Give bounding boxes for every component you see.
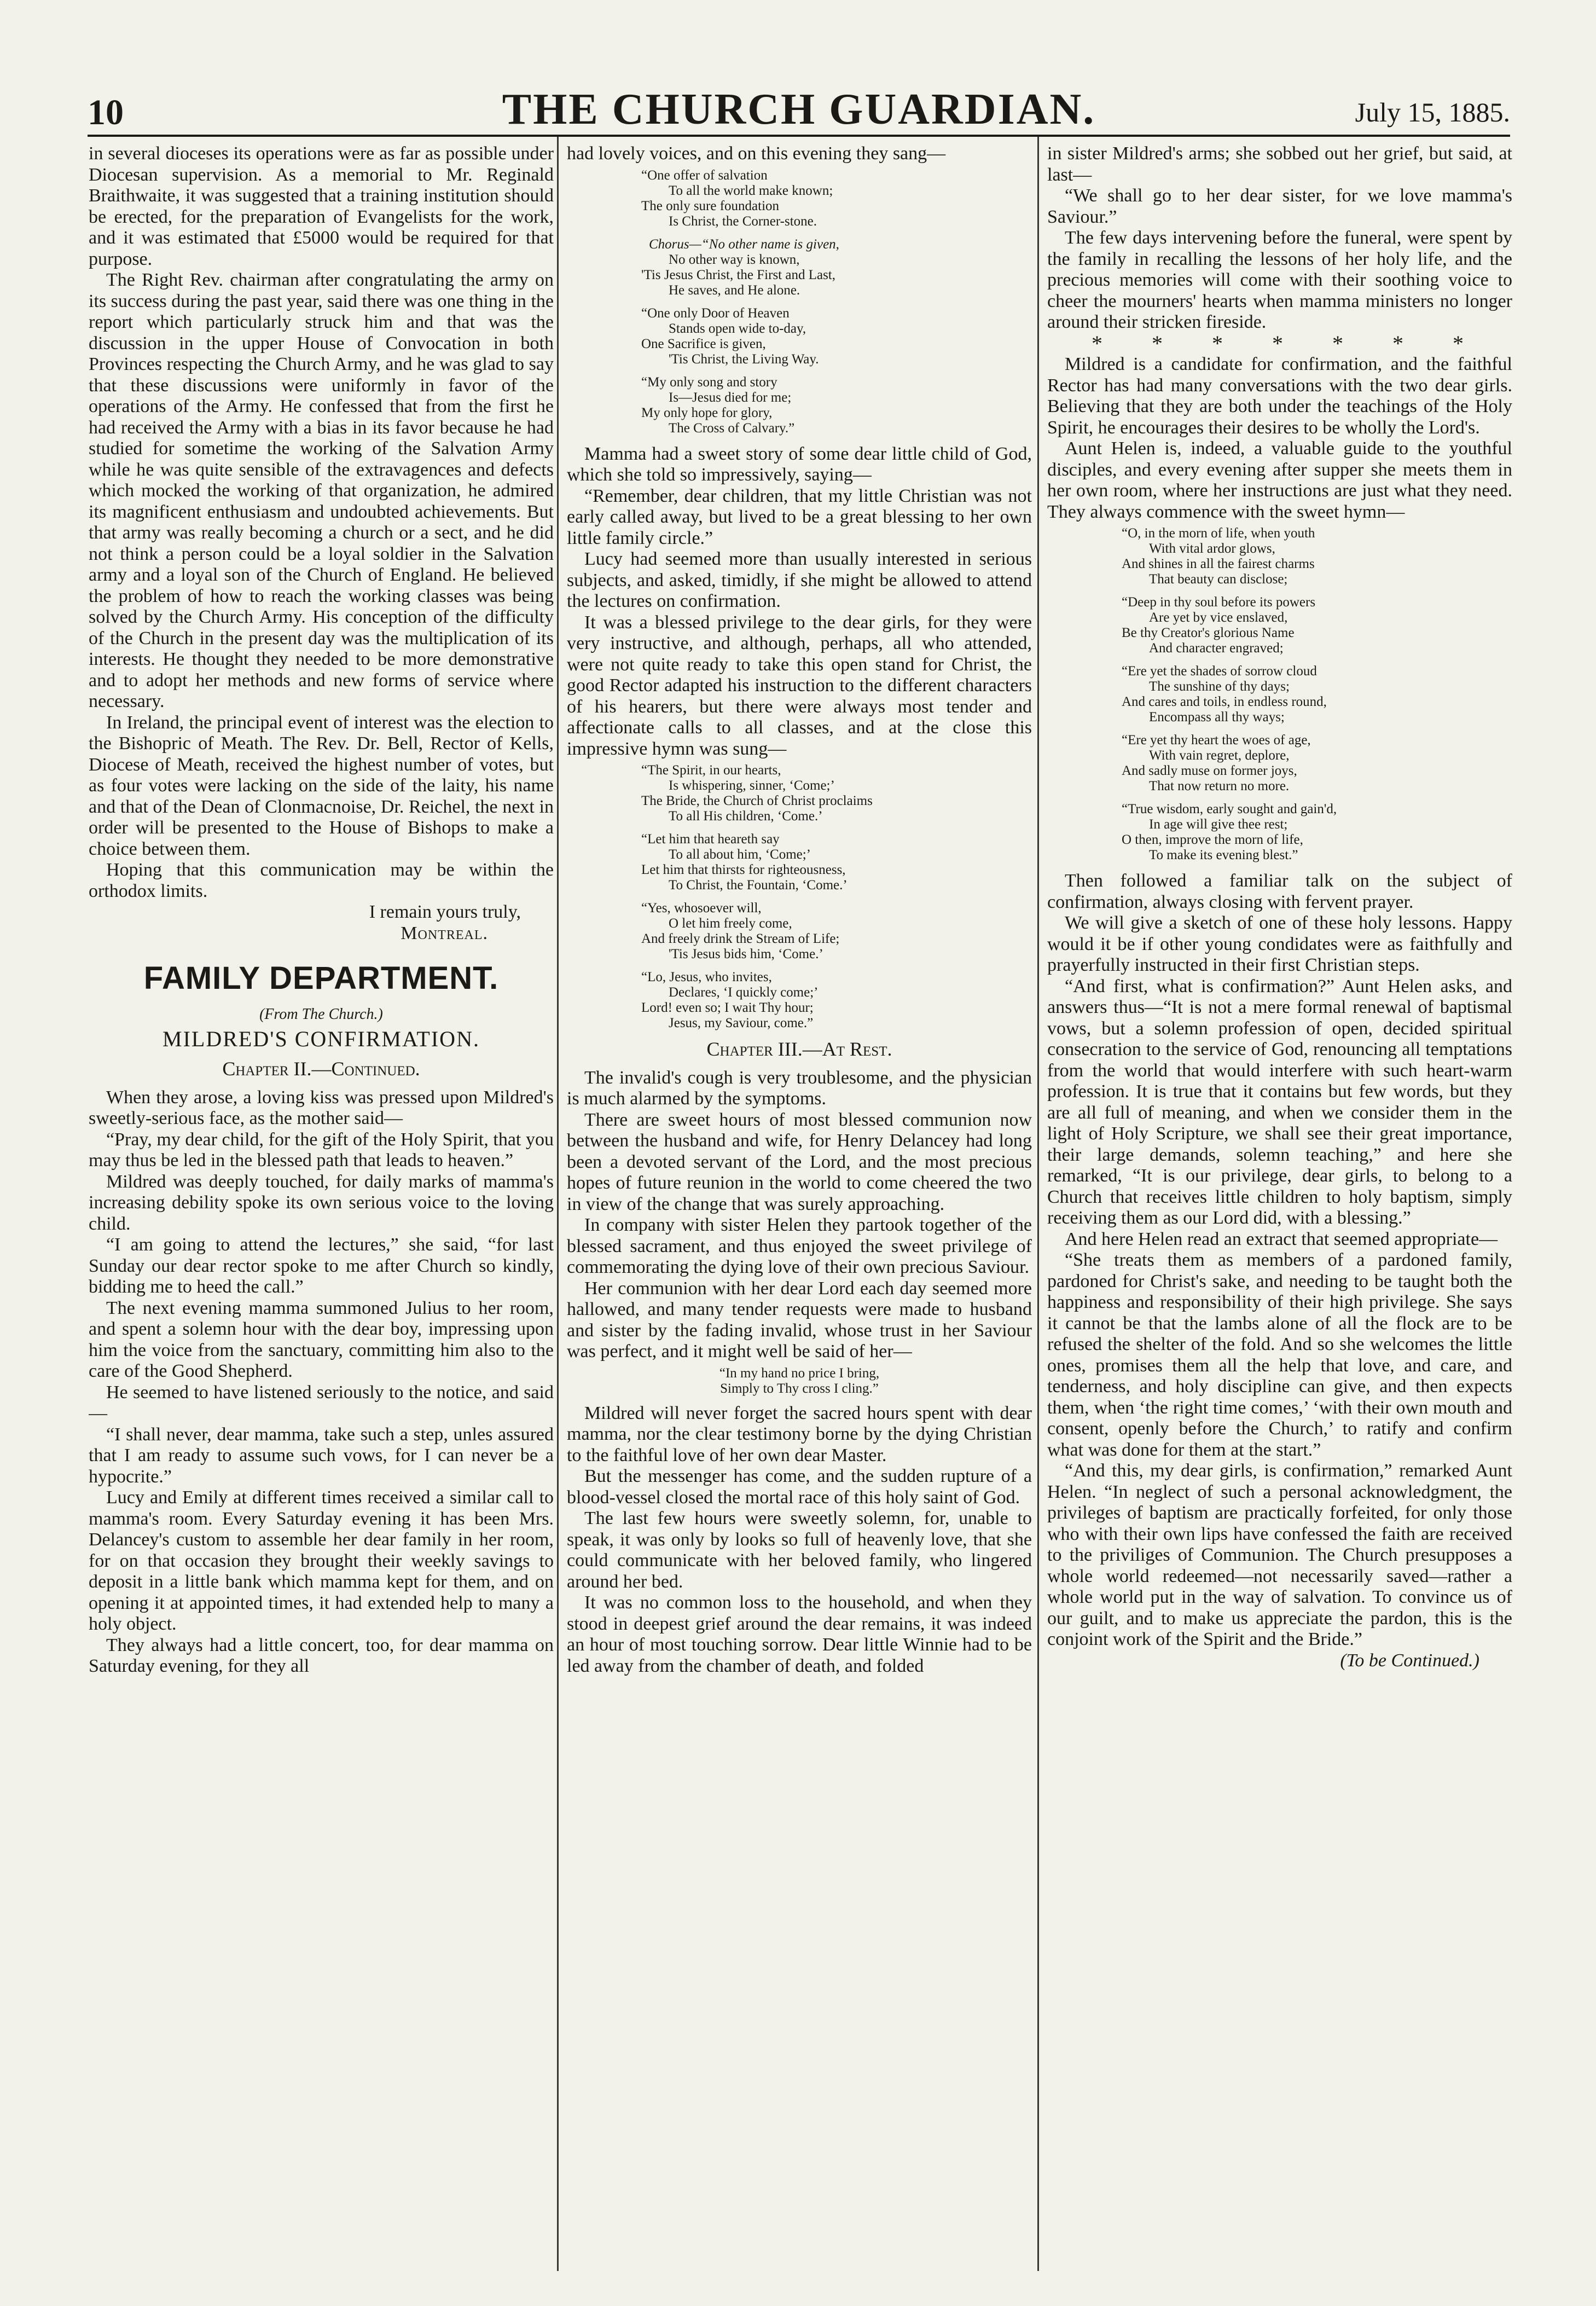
couplet [567,1366,1032,1397]
stanza [567,970,1032,1031]
verse-line: With vain regret, deplore, [1149,748,1290,763]
verse-line: Declares, ‘I quickly come;’ [669,985,819,1000]
paragraph: in sister Mildred's arms; she sobbed out her grief, but said, at last— [1047,143,1512,185]
verse-line: He saves, and He alone. [669,282,800,298]
verse-line: Be thy Creator's glorious Name [1122,625,1295,640]
verse-line: “One offer of salvation [641,167,768,183]
verse-line: To Christ, the Fountain, ‘Come.’ [669,878,848,893]
stanza [1047,733,1512,794]
verse-line: One Sacrifice is given, [641,336,766,351]
paragraph: “Remember, dear children, that my little Christian was not early called away, but lived to be a great blessing to her own little family circle.” [567,485,1032,548]
verse-line: The Cross of Calvary.” [669,420,795,436]
hymn-1 [567,168,1032,436]
verse-line: To all the world make known; [669,183,833,198]
page-title: THE CHURCH GUARDIAN. [502,85,1096,134]
section-break-stars: * * * * * * * [1092,331,1485,356]
verse-line: Is—Jesus died for me; [669,390,792,405]
stanza [1047,526,1512,587]
paragraph: In company with sister Helen they partook together of the blessed sacrament, and thus enjoyed the sweet privilege of commemorating the dying love of their own precious Saviour. [567,1215,1032,1277]
verse-line: To make its evening blest.” [1149,848,1298,862]
paragraph: Mildred is a candidate for confirmation, and the faithful Rector has had many conversations with the two dear girls. Believing that they are both under the teachings of the Holy Spirit, he encourages their desires to be wholly the Lord's. [1047,354,1512,438]
verse-line: That now return no more. [1149,779,1290,793]
stanza [1047,664,1512,725]
verse-line: Chorus—“No other name is given, [649,236,839,252]
paragraph: In Ireland, the principal event of interest was the election to the Bishopric of Meath. The Rev. Dr. Bell, Rector of Kells, Diocese of Meath, received the highest number of votes, but as four votes were lacking on the side of the laity, his name and that of the Dean of Clonmacnoise, Dr. Reichel, the next in order will be presented to the House of Bishops to make a choice between them. [89,712,554,859]
paragraph: “I am going to attend the lectures,” she said, “for last Sunday our dear rector spoke to me after Church so kindly, bidding me to heed the call.” [89,1235,554,1297]
stanza [1047,802,1512,863]
verse-line: “The Spirit, in our hearts, [641,763,781,778]
issue-date: July 15, 1885. [1355,97,1510,128]
paragraph: But the messenger has come, and the sudden rupture of a blood-vessel closed the mortal race of this holy saint of God. [567,1466,1032,1508]
paragraph: Lucy had seemed more than usually interested in serious subjects, and asked, timidly, if she might be allowed to attend the lectures on confirmation. [567,549,1032,611]
paragraph: The next evening mamma summoned Julius to her room, and spent a solemn hour with the dear boy, impressing upon him the voice from the sanctuary, committing him also to the care of the Good Shepherd. [89,1297,554,1381]
verse-line: “Deep in thy soul before its powers [1122,595,1316,610]
verse-line: 'Tis Jesus bids him, ‘Come.’ [669,947,823,961]
masthead [88,82,1510,134]
verse-line: “Yes, whosoever will, [641,901,762,916]
letter-signature: Montreal. [401,923,488,943]
verse-line: The sunshine of thy days; [1149,679,1290,694]
paragraph: Aunt Helen is, indeed, a valuable guide to the youthful disciples, and every evening after supper she meets them in her own room, where her instructions are just what they need. They always commence with the sweet hymn— [1047,438,1512,522]
stanza [567,763,1032,824]
paragraph: When they arose, a loving kiss was pressed upon Mildred's sweetly-serious face, as the mother said— [89,1087,554,1128]
paragraph: “Pray, my dear child, for the gift of the Holy Spirit, that you may thus be led in the blessed path that leads to heaven.” [89,1129,554,1171]
story-source: (From The Church.) [259,1006,383,1023]
paragraph: Her communion with her dear Lord each day seemed more hallowed, and many tender requests were made to husband and sister by the fading invalid, whose trust in her Saviour was perfect, and it might well be said of her— [567,1278,1032,1361]
stanza [1047,595,1512,656]
verse-line: O then, improve the morn of life, [1122,832,1303,847]
paragraph: in several dioceses its operations were as far as possible under Diocesan supervision. As a memorial to Mr. Reginald Braithwaite, it was suggested that a training institution should be erected, for the preparation of Evangelists for the work, and it was estimated that £5000 would be required for that purpose. [89,143,554,269]
to-be-continued: (To be Continued.) [1340,1650,1479,1671]
paragraph: Lucy and Emily at different times received a similar call to mamma's room. Every Saturday evening it has been Mrs. Delancey's custom to assemble her dear family in her room, for on that occasion they brought their weekly savings to deposit in a little bank which mamma kept for them, and on opening it at appointed times, it had extended help to many a holy object. [89,1487,554,1634]
paragraph: It was a blessed privilege to the dear girls, for they were very instructive, and although, perhaps, all who attended, were not quite ready to take this open stand for Christ, the good Rector adapted his instruction to the different characters of his hearers, but there were always most tender and affectionate calls to all classes, and at the close this impressive hymn was sung— [567,612,1032,759]
paragraph: Mildred will never forget the sacred hours spent with dear mamma, nor the clear testimony borne by the dying Christian to the faithful love of her own dear Master. [567,1403,1032,1465]
stanza [567,168,1032,229]
verse-line: “In my hand no price I bring, [719,1365,880,1381]
hymn-2 [567,763,1032,1031]
letter-closing: I remain yours truly, [369,902,521,922]
verse-line: Encompass all thy ways; [1149,710,1285,725]
paragraph: It was no common loss to the household, and when they stood in deepest grief around the dear remains, it was indeed an hour of most touching sorrow. Dear little Winnie had to be led away from the chamber of death, and folded [567,1592,1032,1676]
paragraph: The last few hours were sweetly solemn, for, unable to speak, it was only by looks so full of heavenly love, that she could communicate with her beloved family, who lingered around her bed. [567,1508,1032,1592]
story-title: MILDRED'S CONFIRMATION. [162,1026,480,1051]
verse-line: 'Tis Christ, the Living Way. [669,351,819,367]
verse-line: “Ere yet thy heart the woes of age, [1122,733,1311,748]
stanza [567,901,1032,962]
paragraph: We will give a sketch of one of these holy lessons. Happy would it be if other young condidates were as faithfully and prayerfully instructed in their first Christian steps. [1047,913,1512,975]
column-1 [89,143,554,2272]
hymn-3 [1047,526,1512,863]
verse-line: “My only song and story [641,374,777,390]
chapter-heading: Chapter II.—Continued. [222,1058,420,1080]
paragraph: Hoping that this communication may be within the orthodox limits. [89,860,554,901]
verse-line: “One only Door of Heaven [641,305,790,321]
stanza-chorus [567,237,1032,298]
paragraph: The few days intervening before the funeral, were spent by the family in recalling the lessons of her holy life, and the precious memories will come with their soothing voice to cheer the mourners' hearts when mamma ministers no longer around their stricken fireside. [1047,228,1512,332]
section-heading: FAMILY DEPARTMENT. [143,960,499,996]
page-number: 10 [88,92,124,132]
paragraph: “I shall never, dear mamma, take such a step, unles assured that I am ready to assume such vows, for I can never be a hypocrite.” [89,1424,554,1487]
paragraph: The invalid's cough is very troublesome, and the physician is much alarmed by the symptoms. [567,1067,1032,1109]
paragraph: “She treats them as members of a pardoned family, pardoned for Christ's sake, and needing to be taught both the happiness and responsibility of their high privilege. She says it cannot be that the lambs alone of all the flock are to be refused the shelter of the fold. And so she welcomes the little ones, promises them all the help that love, and care, and tenderness, and holy discipline can give, and then expects them, when ‘the right time comes,’ ‘with their own mouth and consent, openly before the Church,’ to ratify and confirm what was done for them at the start.” [1047,1250,1512,1460]
paragraph: He seemed to have listened seriously to the notice, and said— [89,1382,554,1423]
verse-line: To all His children, ‘Come.’ [669,809,823,824]
header-rule [88,135,1510,137]
paragraph: “And this, my dear girls, is confirmation,” remarked Aunt Helen. “In neglect of such a personal acknowledgment, the privileges of baptism are practically forfeited, for only those who with their own lips have confessed the faith are received to the priviliges of Communion. The Church presupposes a whole world redeemed—not necessarily saved—rather a whole world put in the way of salvation. To convince us of our guilt, and to make us appreciate the pardon, this is the conjoint work of the Spirit and the Bride.” [1047,1461,1512,1649]
paragraph: “And first, what is confirmation?” Aunt Helen asks, and answers thus—“It is not a mere formal renewal of baptismal vows, but a solemn profession of open, decided spiritual consecration to the service of God, renouncing all temptations from the world that would interfere with such heart-warm profession. It is true that it contains but few words, but they are all full of meaning, and when we consider them in the light of Holy Scripture, we shall see their great importance, their large demands, solemn teaching,” and here she remarked, “It is our privilege, dear girls, to belong to a Church that receives little children to holy baptism, simply receiving them as our Lord did, with a blessing.” [1047,976,1512,1228]
verse-line: 'Tis Jesus Christ, the First and Last, [641,267,836,282]
verse-line: Is whispering, sinner, ‘Come;’ [669,778,835,793]
column-2 [567,143,1032,2272]
verse-line: Lord! even so; I wait Thy hour; [641,1000,814,1015]
verse-line: To all about him, ‘Come;’ [669,847,811,862]
verse-line: Let him that thirsts for righteousness, [641,862,846,877]
verse-line: My only hope for glory, [641,405,773,420]
verse-line: “Ere yet the shades of sorrow cloud [1122,664,1317,679]
verse-line: O let him freely come, [669,916,792,931]
verse-line: The only sure foundation [641,198,780,213]
stanza [567,306,1032,367]
chapter-heading: Chapter III.—At Rest. [706,1038,892,1060]
paragraph: The Right Rev. chairman after congratulating the army on its success during the past year, said there was one thing in the report which particularly struck him and that was the discussion in the upper House of Convocation in both Provinces respecting the Church Army, and he was glad to say that these discussions were uniformly in favor of the operations of the Army. He confessed that from the first he had received the Army with a bias in its favor because he had studied for sometime the working of the Salvation Army while he was quite sensible of the extravagences and defects which mocked the working of that organization, he admired its magnificent enthusiasm and undoubted achievements. But that army was really becoming a church or a sect, and he did not think a person could be a loyal soldier in the Salvation army and a loyal son of the Church of England. He believed the problem of how to reach the working classes was being solved by the Church Army. His conception of the difficulty of the Church in the present day was the multiplication of its interests. He thought they needed to be more demonstrative and to adopt her methods and new forms of service where necessary. [89,270,554,711]
verse-line: And cares and toils, in endless round, [1122,694,1327,709]
paragraph: had lovely voices, and on this evening they sang— [567,143,946,164]
verse-line: Stands open wide to-day, [669,321,806,336]
stanza [567,375,1032,436]
column-3 [1047,143,1512,2272]
paragraph: They always had a little concert, too, for dear mamma on Saturday evening, for they all [89,1635,554,1676]
verse-line: And shines in all the fairest charms [1122,557,1315,571]
verse-line: Are yet by vice enslaved, [1149,610,1288,625]
verse-line: With vital ardor glows, [1149,541,1275,556]
stanza [567,832,1032,893]
verse-line: That beauty can disclose; [1149,572,1288,587]
paragraph: There are sweet hours of most blessed communion now between the husband and wife, for Henry Delancey had long been a devoted servant of the Lord, and the most precious hopes of future reunion in the world to come cheered the two in view of the change that was surely approaching. [567,1109,1032,1214]
paragraph: Mamma had a sweet story of some dear little child of God, which she told so impressively, saying— [567,443,1032,485]
verse-line: And freely drink the Stream of Life; [641,931,840,946]
paragraph: And here Helen read an extract that seemed appropriate— [1065,1229,1498,1249]
verse-line: “True wisdom, early sought and gain'd, [1122,802,1337,816]
verse-line: Is Christ, the Corner-stone. [669,213,817,229]
column-divider-1 [557,137,559,2271]
verse-line: And sadly muse on former joys, [1122,763,1297,778]
verse-line: Jesus, my Saviour, come.” [669,1016,814,1030]
paragraph: “We shall go to her dear sister, for we love mamma's Saviour.” [1047,186,1512,227]
verse-line: In age will give thee rest; [1149,817,1288,832]
verse-line: The Bride, the Church of Christ proclaims [641,793,873,808]
paragraph: Then followed a familiar talk on the subject of confirmation, always closing with fervent prayer. [1047,871,1512,912]
verse-line: “Lo, Jesus, who invites, [641,970,772,984]
verse-line: Simply to Thy cross I cling.” [720,1381,879,1396]
verse-line: “O, in the morn of life, when youth [1122,526,1315,541]
column-divider-2 [1037,137,1039,2271]
verse-line: And character engraved; [1149,641,1284,656]
verse-line: No other way is known, [669,252,800,267]
verse-line: “Let him that heareth say [641,832,780,847]
paragraph: Mildred was deeply touched, for daily marks of mamma's increasing debility spoke its own serious voice to the loving child. [89,1171,554,1234]
